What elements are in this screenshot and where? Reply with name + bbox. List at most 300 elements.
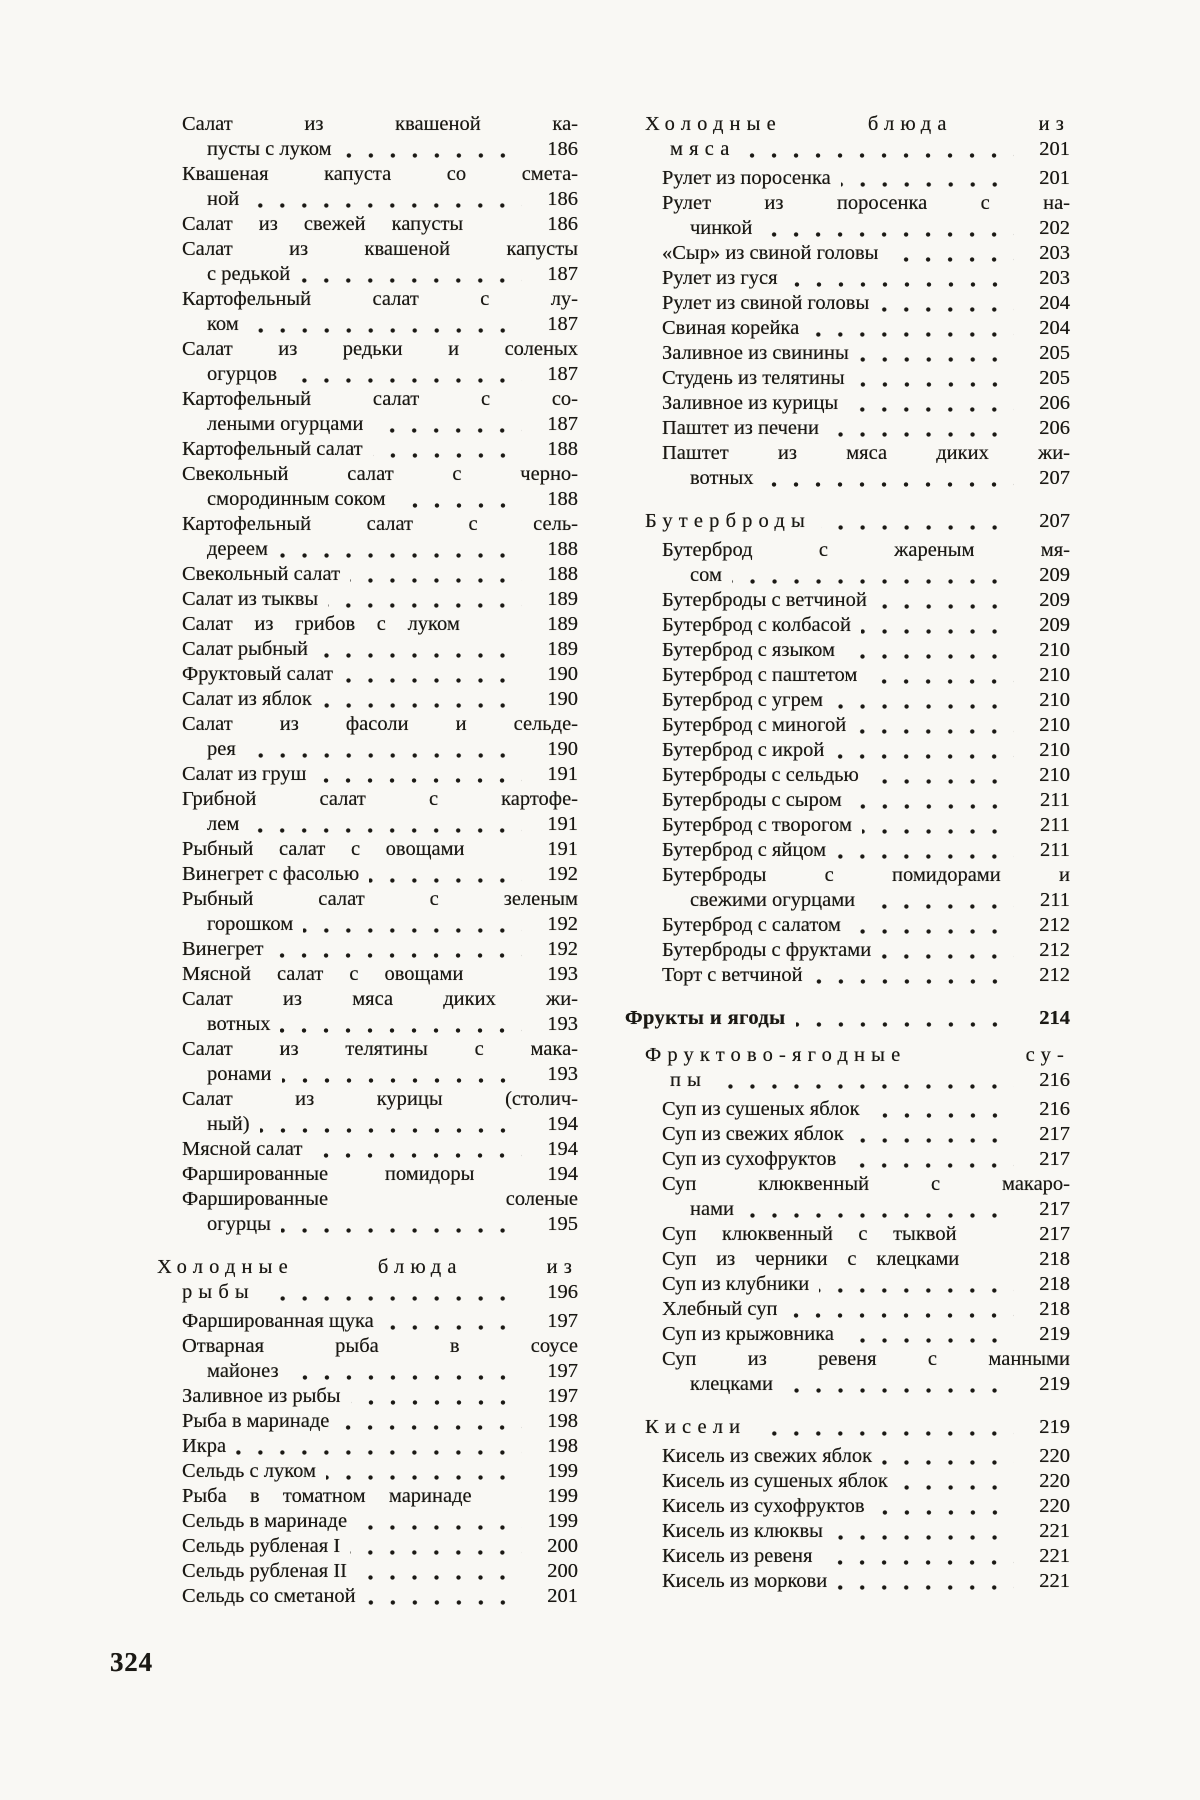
toc-line [662, 1519, 1070, 1544]
toc-entry [662, 391, 1070, 416]
toc-line: Свекольный салат с черно- [182, 463, 578, 485]
toc-line [662, 291, 1070, 316]
toc-line [662, 1272, 1070, 1297]
toc-entry [182, 1459, 578, 1484]
toc-entry [182, 662, 578, 687]
toc-title-text: сом [690, 564, 722, 586]
dot-leader [879, 307, 1014, 312]
toc-title-text: Суп из сухофруктов [662, 1148, 837, 1170]
page-number: 193 [547, 1013, 578, 1035]
toc-entry [662, 241, 1070, 266]
toc-entry [182, 1409, 578, 1434]
toc-section-heading [645, 1415, 1070, 1440]
toc-entry [182, 787, 578, 837]
dot-leader [836, 854, 1014, 859]
page-number: 200 [547, 1535, 578, 1557]
toc-line [182, 912, 578, 937]
toc-line [662, 638, 1070, 663]
dot-leader [756, 1431, 1014, 1436]
toc-title-text: ком [207, 313, 239, 335]
dot-leader [821, 525, 1014, 530]
toc-line: Суп клюквенный с макаро- [662, 1173, 1070, 1195]
dot-leader [829, 432, 1014, 437]
toc-entry [662, 963, 1070, 988]
toc-line: Картофельный салат с лу- [182, 288, 578, 310]
toc-entry [182, 1137, 578, 1162]
dot-leader [717, 1084, 1014, 1089]
page-number: 187 [547, 313, 578, 335]
toc-column-right [625, 112, 1070, 1594]
toc-entry [182, 512, 578, 562]
toc-title-text: пы [670, 1069, 708, 1091]
page-number: 186 [547, 138, 578, 160]
toc-entry [182, 712, 578, 762]
toc-line [182, 562, 578, 587]
page-number: 187 [547, 363, 578, 385]
toc-line [182, 1162, 578, 1187]
page-number: 219 [1039, 1416, 1070, 1438]
toc-line [182, 1359, 578, 1384]
toc-title-text: Кисель из сухофруктов [662, 1495, 865, 1517]
page-number: 209 [1039, 614, 1070, 636]
toc-title-text: нами [690, 1198, 735, 1220]
toc-line [662, 563, 1070, 588]
toc-line [662, 788, 1070, 813]
toc-line [645, 1068, 1070, 1093]
toc-line [645, 1415, 1070, 1440]
dot-leader [844, 1338, 1014, 1343]
page-number: 199 [547, 1460, 578, 1482]
toc-entry [182, 962, 578, 987]
toc-entry [662, 1494, 1070, 1519]
toc-entry [662, 1122, 1070, 1147]
toc-title-text: ной [207, 188, 240, 210]
toc-line [182, 812, 578, 837]
toc-entry [662, 763, 1070, 788]
dot-leader [249, 828, 522, 833]
toc-entry [662, 813, 1070, 838]
toc-entry [182, 212, 578, 237]
toc-line [662, 763, 1070, 788]
page-number: 217 [1039, 1123, 1070, 1145]
toc-title-text: Бутерброды с сельдью [662, 764, 859, 786]
toc-line [182, 1012, 578, 1037]
toc-line [182, 612, 578, 637]
toc-entry [662, 441, 1070, 491]
toc-entry [662, 1469, 1070, 1494]
toc-entry [662, 588, 1070, 613]
toc-title-text: Бутерброд с угрем [662, 689, 823, 711]
toc-line [662, 391, 1070, 416]
toc-entry [182, 762, 578, 787]
toc-title-text: рея [207, 738, 236, 760]
toc-title-text: «Сыр» из свиной головы [662, 242, 879, 264]
page-number: 211 [1040, 814, 1070, 836]
dot-leader [260, 1128, 522, 1133]
page-number: 191 [547, 763, 578, 785]
dot-leader [350, 578, 522, 583]
toc-line [182, 412, 578, 437]
toc-line [662, 1322, 1070, 1347]
page-number: 210 [1039, 739, 1070, 761]
dot-leader [318, 653, 522, 658]
dot-leader [845, 654, 1014, 659]
toc-entry [662, 366, 1070, 391]
page-number: 187 [547, 263, 578, 285]
toc-line [182, 262, 578, 287]
toc-title-text: Винегрет с фасолью [182, 863, 360, 885]
page-number: 211 [1040, 839, 1070, 861]
toc-title-text: майонез [207, 1360, 279, 1382]
dot-leader [357, 1575, 522, 1580]
toc-entry [182, 1559, 578, 1584]
page-number: 209 [1039, 589, 1070, 611]
toc-line [182, 537, 578, 562]
toc-title-text: Кисель из свежих яблок [662, 1445, 873, 1467]
toc-entry [182, 837, 578, 862]
toc-section-heading [157, 1255, 578, 1305]
dot-leader [854, 1138, 1014, 1143]
toc-title-text: Картофельный салат [182, 438, 363, 460]
page-number: 188 [547, 438, 578, 460]
toc-line [662, 588, 1070, 613]
toc-title-text: Фрукты и ягоды [625, 1007, 786, 1029]
toc-title-text: пусты с луком [207, 138, 332, 160]
toc-title-text: свежими огурцами [690, 889, 856, 911]
toc-title-text: Салат из тыквы [182, 588, 319, 610]
page-number: 209 [1039, 564, 1070, 586]
toc-entry [182, 562, 578, 587]
page-number: 212 [1039, 964, 1070, 986]
dot-leader [342, 153, 522, 158]
page-number: 217 [1039, 1148, 1070, 1170]
page-number: 218 [1039, 1298, 1070, 1320]
toc-line: Фруктово-ягодные су- [645, 1044, 1070, 1066]
page-number: 204 [1039, 317, 1070, 339]
page-number: 197 [547, 1385, 578, 1407]
toc-line: Картофельный салат с со- [182, 388, 578, 410]
toc-line [182, 1584, 578, 1609]
toc-entry [182, 1534, 578, 1559]
dot-leader [763, 482, 1014, 487]
dot-leader [867, 679, 1014, 684]
page-number: 190 [547, 688, 578, 710]
page-number: 194 [547, 1138, 578, 1160]
dot-leader [249, 328, 522, 333]
dot-leader [366, 1600, 522, 1605]
toc-title-text: чинкой [690, 217, 753, 239]
toc-line [182, 862, 578, 887]
toc-title-text: Бутерброд с миногой [662, 714, 847, 736]
page-number: 219 [1039, 1323, 1070, 1345]
toc-line: Рулет из поросенка с на- [662, 192, 1070, 214]
toc-chapter-heading [625, 1006, 1070, 1031]
dot-leader [841, 182, 1014, 187]
page-number: 218 [1039, 1248, 1071, 1270]
toc-entry [182, 112, 578, 162]
dot-leader [373, 453, 522, 458]
toc-entry [662, 1322, 1070, 1347]
toc-line [662, 613, 1070, 638]
dot-leader [861, 629, 1014, 634]
page-number: 221 [1039, 1545, 1070, 1567]
toc-line [182, 1384, 578, 1409]
page-number: 212 [1039, 914, 1070, 936]
toc-title-text: Мясной салат [182, 1138, 303, 1160]
toc-line: Отварная рыба в соусе [182, 1335, 578, 1357]
dot-leader [875, 1510, 1014, 1515]
toc-line [182, 137, 578, 162]
toc-entry [662, 191, 1070, 241]
toc-line [662, 1297, 1070, 1322]
page-number: 221 [1039, 1520, 1070, 1542]
toc-line [182, 837, 578, 862]
page-number: 216 [1039, 1098, 1070, 1120]
dot-leader [877, 604, 1014, 609]
dot-leader [384, 1325, 522, 1330]
toc-line [662, 963, 1070, 988]
page-number: 216 [1039, 1069, 1070, 1091]
page-number: 203 [1039, 242, 1070, 264]
toc-entry [182, 1484, 578, 1509]
toc-title-text: огурцов [207, 363, 278, 385]
dot-leader [350, 1550, 522, 1555]
page-number: 207 [1039, 510, 1070, 532]
toc-title-text: Сельдь в маринаде [182, 1510, 348, 1532]
page-number: 195 [547, 1213, 578, 1235]
toc-title-text: Рулет из поросенка [662, 167, 831, 189]
page-number: 187 [547, 413, 578, 435]
toc-line [182, 312, 578, 337]
page-number: 201 [1039, 138, 1070, 160]
toc-column-left [157, 112, 578, 1609]
dot-leader [819, 1288, 1014, 1293]
toc-title-text: Рулет из гуся [662, 267, 778, 289]
toc-title-text: Суп из крыжовника [662, 1323, 834, 1345]
toc-entry [182, 862, 578, 887]
toc-line [662, 1247, 1070, 1272]
toc-entry [662, 688, 1070, 713]
dot-leader [822, 1560, 1014, 1565]
toc-entry [182, 1162, 578, 1187]
page-number: 219 [1039, 1373, 1070, 1395]
dot-leader [796, 1022, 1014, 1027]
toc-entry [662, 638, 1070, 663]
page-number: 198 [547, 1410, 578, 1432]
dot-leader [813, 979, 1014, 984]
page-number: 200 [547, 1560, 578, 1582]
toc-title-text: Кисель из моркови [662, 1570, 828, 1592]
toc-entry [182, 1309, 578, 1334]
toc-entry [182, 887, 578, 937]
toc-title-text: Кисель из сушеных яблок [662, 1470, 888, 1492]
toc-line: Салат из квашеной капусты [182, 238, 578, 260]
page-number: 202 [1039, 217, 1070, 239]
toc-title-text: Рыба в маринаде [182, 1410, 330, 1432]
toc-entry [182, 1087, 578, 1137]
toc-entry [662, 291, 1070, 316]
dot-leader [744, 1213, 1014, 1218]
toc-line: Паштет из мяса диких жи- [662, 442, 1070, 464]
dot-leader [246, 753, 522, 758]
toc-line: Салат из фасоли и сельде- [182, 713, 578, 735]
toc-entry [662, 416, 1070, 441]
page-number: 206 [1039, 392, 1070, 414]
dot-leader [303, 928, 522, 933]
dot-leader [856, 729, 1014, 734]
toc-entry [662, 738, 1070, 763]
toc-title-text: с редькой [207, 263, 291, 285]
toc-title-text: ронами [207, 1063, 272, 1085]
toc-entry [662, 1272, 1070, 1297]
toc-title-text: Суп из сушеных яблок [662, 1098, 860, 1120]
toc-line [645, 137, 1070, 162]
toc-line [182, 187, 578, 212]
dot-leader [882, 1460, 1014, 1465]
toc-title-text: Салат из яблок [182, 688, 312, 710]
dot-leader [851, 929, 1014, 934]
toc-line [182, 937, 578, 962]
toc-line [182, 762, 578, 787]
dot-leader [280, 1028, 522, 1033]
toc-entry [662, 1347, 1070, 1397]
toc-line [182, 487, 578, 512]
page-number: 206 [1039, 417, 1070, 439]
toc-title-text: горошком [207, 913, 294, 935]
toc-entry [662, 838, 1070, 863]
toc-line [662, 663, 1070, 688]
folio-page-number: 324 [110, 1647, 153, 1677]
toc-line [662, 366, 1070, 391]
toc-line: Рыбный салат с зеленым [182, 888, 578, 910]
dot-leader [859, 357, 1014, 362]
dot-leader [278, 553, 522, 558]
page-number: 205 [1039, 342, 1070, 364]
toc-title-text: Сельдь рубленая I [182, 1535, 341, 1557]
dot-leader [328, 603, 522, 608]
page-number: 188 [547, 538, 578, 560]
dot-leader [809, 332, 1014, 337]
dot-leader [282, 1078, 522, 1083]
toc-line [662, 1122, 1070, 1147]
toc-title-text: Кисель из клюквы [662, 1520, 823, 1542]
page-number: 220 [1039, 1445, 1070, 1467]
toc-entry [662, 913, 1070, 938]
toc-entry [662, 713, 1070, 738]
page-number: 203 [1039, 267, 1070, 289]
page-number: 220 [1039, 1470, 1070, 1492]
toc-line [662, 838, 1070, 863]
toc-line [182, 1459, 578, 1484]
toc-title-text: Бутерброд с творогом [662, 814, 852, 836]
toc-title-text: Бутерброд с колбасой [662, 614, 851, 636]
toc-line [625, 1006, 1070, 1031]
toc-title-text: Кисели [645, 1416, 747, 1438]
toc-line [662, 1444, 1070, 1469]
toc-title-text: Свекольный салат [182, 563, 341, 585]
page-number: 189 [547, 588, 578, 610]
toc-line: Квашеная капуста со смета- [182, 163, 578, 185]
toc-title-text: Суп из черники с клецками [662, 1248, 960, 1270]
page-number: 196 [547, 1281, 578, 1303]
toc-title-text: леными огурцами [207, 413, 364, 435]
toc-line [662, 316, 1070, 341]
page-number: 201 [547, 1585, 578, 1607]
toc-title-text: Салат рыбный [182, 638, 309, 660]
toc-entry [662, 1147, 1070, 1172]
toc-title-text: Сельдь с луком [182, 1460, 316, 1482]
toc-line [662, 1494, 1070, 1519]
toc-line [662, 688, 1070, 713]
toc-line [182, 1559, 578, 1584]
toc-title-text: Заливное из курицы [662, 392, 839, 414]
toc-title-text: вотных [207, 1013, 271, 1035]
toc-entry [182, 1037, 578, 1087]
dot-leader [862, 829, 1014, 834]
dot-leader [343, 678, 522, 683]
dot-leader [357, 1525, 522, 1530]
toc-line [662, 813, 1070, 838]
page-number: 212 [1039, 939, 1070, 961]
page-number: 190 [547, 738, 578, 760]
toc-line [662, 913, 1070, 938]
toc-line [662, 713, 1070, 738]
toc-entry [662, 1519, 1070, 1544]
toc-line [182, 1112, 578, 1137]
toc-title-text: Бутерброды с фруктами [662, 939, 872, 961]
page-number: 188 [547, 488, 578, 510]
page-number: 192 [547, 863, 578, 885]
page-number: 210 [1039, 764, 1070, 786]
toc-line [662, 1544, 1070, 1569]
toc-line [662, 1147, 1070, 1172]
toc-entry [182, 637, 578, 662]
toc-entry [182, 687, 578, 712]
page-number: 210 [1039, 714, 1070, 736]
dot-leader [373, 428, 522, 433]
toc-line [662, 466, 1070, 491]
toc-title-text: Фаршированная щука [182, 1310, 374, 1332]
dot-leader [249, 203, 522, 208]
toc-title-text: Бутерброд с языком [662, 639, 835, 661]
toc-title-text: ный) [207, 1113, 250, 1135]
page-number: 193 [547, 1063, 578, 1085]
toc-title-text: Свиная корейка [662, 317, 800, 339]
dot-leader [312, 1153, 522, 1158]
toc-line [182, 662, 578, 687]
toc-entry [662, 1544, 1070, 1569]
toc-title-text: Бутерброд с паштетом [662, 664, 858, 686]
toc-line [182, 1484, 578, 1509]
page-number: 211 [1040, 789, 1070, 811]
dot-leader [833, 1535, 1014, 1540]
toc-line [182, 1137, 578, 1162]
toc-title-text: лем [207, 813, 240, 835]
dot-leader [339, 1425, 522, 1430]
toc-title-text: Сельдь со сметаной [182, 1585, 356, 1607]
dot-leader [273, 953, 522, 958]
toc-title-text: Студень из телятины [662, 367, 845, 389]
toc-title-text: Икра [182, 1435, 227, 1457]
toc-line [182, 1434, 578, 1459]
page-number: 204 [1039, 292, 1070, 314]
toc-line: Холодные блюда из [157, 1256, 578, 1278]
toc-line: Картофельный салат с сель- [182, 513, 578, 535]
dot-leader [281, 1228, 522, 1233]
page-number: 201 [1039, 167, 1070, 189]
toc-entry [182, 937, 578, 962]
toc-line [182, 362, 578, 387]
